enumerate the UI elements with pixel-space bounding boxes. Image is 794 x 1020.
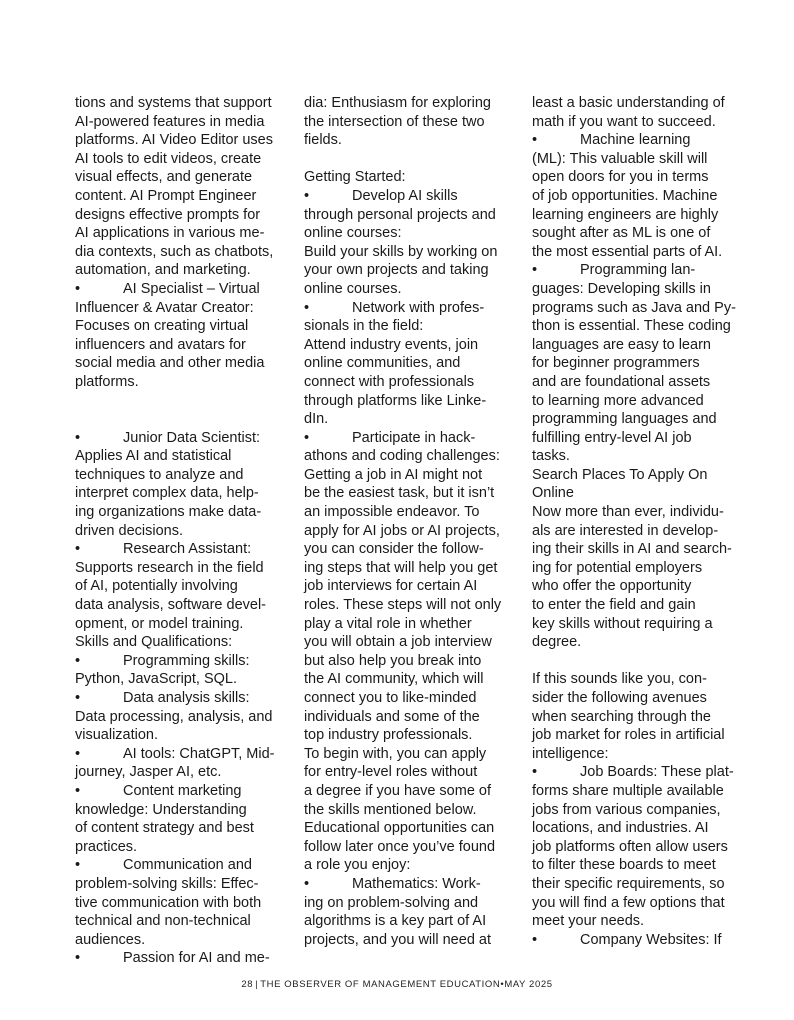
text-line: but also help you break into: [304, 652, 482, 669]
page-number: 28: [241, 979, 254, 990]
text-line: roles. These steps will not only: [304, 597, 502, 614]
text-line: learning engineers are highly: [532, 206, 719, 223]
text-line: ing organizations make data-: [75, 504, 262, 521]
text-line: open doors for you in terms: [532, 169, 709, 186]
text-line: to filter these boards to meet: [532, 857, 716, 874]
text-line: Influencer & Avatar Creator:: [75, 299, 254, 316]
bullet-item-line: [532, 931, 742, 950]
text-line: your own projects and taking: [304, 262, 489, 279]
text-line: when searching through the: [532, 708, 711, 725]
text-line: If this sounds like you, con-: [532, 671, 707, 688]
bullet-item-line: [75, 689, 285, 708]
text-line: visualization.: [75, 727, 159, 744]
bullet-item-line: [532, 261, 742, 280]
text-line: dia: Enthusiasm for exploring: [304, 95, 491, 111]
text-line: and are foundational assets: [532, 373, 711, 390]
text-line: who offer the opportunity: [532, 578, 692, 595]
text-line: you will find a few options that: [532, 894, 725, 911]
bullet-marker: •: [532, 132, 538, 149]
bullet-text: Machine learning: [580, 132, 691, 149]
bullet-item-line: [75, 949, 285, 968]
bullet-item-line: [75, 782, 285, 801]
issue-date: MAY 2025: [504, 979, 553, 990]
text-line: designs effective prompts for: [75, 206, 261, 223]
text-line: AI tools to edit videos, create: [75, 150, 262, 167]
text-line: tions and systems that support: [75, 95, 272, 111]
text-line: athons and coding challenges:: [304, 448, 500, 465]
text-line: automation, and marketing.: [75, 262, 251, 279]
text-line: meet your needs.: [532, 913, 645, 930]
bullet-item-line: [75, 745, 285, 764]
text-line: be the easiest task, but it isn’t: [304, 485, 495, 502]
bullet-marker: •: [75, 652, 81, 669]
text-line: projects, and you will need at: [304, 931, 491, 948]
bullet-text: Participate in hack-: [352, 429, 476, 446]
bullet-text: Programming skills:: [123, 652, 250, 669]
bullet-item-line: [75, 856, 285, 875]
text-line: driven decisions.: [75, 522, 183, 539]
text-line: Build your skills by working on: [304, 243, 498, 260]
text-line: key skills without requiring a: [532, 615, 713, 632]
text-line: connect with professionals: [304, 373, 475, 390]
text-line: sionals in the field:: [304, 318, 424, 335]
text-line: fulfilling entry-level AI job: [532, 429, 692, 446]
text-line: opment, or model training.: [75, 615, 244, 632]
text-line: to learning more advanced: [532, 392, 704, 409]
bullet-marker: •: [304, 187, 310, 204]
text-line: intelligence:: [532, 745, 609, 762]
text-line: audiences.: [75, 931, 146, 948]
text-line: Applies AI and statistical: [75, 448, 232, 465]
text-line: degree.: [532, 634, 582, 651]
text-line: data analysis, software devel-: [75, 597, 267, 614]
text-line: for entry-level roles without: [304, 764, 478, 781]
bullet-text: Company Websites: If: [580, 931, 722, 948]
text-line: als are interested in develop-: [532, 522, 719, 539]
text-line: of AI, potentially involving: [75, 578, 238, 595]
text-line: Search Places To Apply On: [532, 466, 708, 483]
publication-name: THE OBSERVER OF MANAGEMENT EDUCATION: [260, 979, 501, 990]
text-line: AI applications in various me-: [75, 225, 265, 242]
bullet-marker: •: [75, 745, 81, 762]
text-line: knowledge: Understanding: [75, 801, 247, 818]
text-line: dIn.: [304, 411, 329, 428]
bullet-marker: •: [304, 875, 310, 892]
text-line: you will obtain a job interview: [304, 634, 492, 651]
text-line: dia contexts, such as chatbots,: [75, 243, 274, 260]
bullet-text: Develop AI skills: [352, 187, 458, 204]
bullet-marker: •: [532, 262, 538, 279]
text-line: sider the following avenues: [532, 690, 707, 706]
bullet-text: AI tools: ChatGPT, Mid-: [123, 745, 275, 762]
text-line: tive communication with both: [75, 894, 262, 911]
text-line: platforms. AI Video Editor uses: [75, 132, 274, 149]
text-line: forms share multiple available: [532, 782, 724, 799]
text-line: the skills mentioned below.: [304, 801, 477, 818]
bullet-marker: •: [75, 690, 81, 706]
bullet-item-line: [75, 652, 285, 671]
text-line: Now more than ever, individu-: [532, 504, 724, 521]
text-line: locations, and industries. AI: [532, 820, 709, 837]
text-line: an impossible endeavor. To: [304, 504, 480, 521]
text-line: through personal projects and: [304, 206, 496, 223]
footer-bullet: •: [500, 979, 505, 990]
text-line: ing on problem-solving and: [304, 894, 479, 911]
text-line: follow later once you’ve found: [304, 838, 496, 855]
text-line: techniques to analyze and: [75, 466, 244, 483]
text-line: To begin with, you can apply: [304, 745, 487, 762]
text-line: visual effects, and generate: [75, 169, 253, 186]
text-line: interpret complex data, help-: [75, 485, 259, 502]
text-line: top industry professionals.: [304, 727, 473, 744]
text-line: the most essential parts of AI.: [532, 243, 723, 260]
bullet-text: Communication and: [123, 857, 252, 874]
text-line: Supports research in the field: [75, 559, 264, 576]
bullet-item-line: [304, 429, 514, 448]
bullet-text: Research Assistant:: [123, 541, 252, 558]
text-line: ing steps that will help you get: [304, 559, 498, 576]
text-line: ing for potential employers: [532, 559, 703, 576]
text-line: online communities, and: [304, 355, 461, 372]
text-line: Getting Started:: [304, 169, 406, 186]
bullet-item-line: [75, 429, 285, 448]
text-column-1: [75, 94, 285, 968]
text-line: job interviews for certain AI: [304, 578, 478, 595]
bullet-item-line: [304, 299, 514, 318]
text-line: influencers and avatars for: [75, 336, 246, 353]
bullet-marker: •: [532, 764, 538, 781]
text-line: online courses:: [304, 225, 402, 242]
text-line: problem-solving skills: Effec-: [75, 875, 259, 892]
text-line: Data processing, analysis, and: [75, 708, 273, 725]
text-line: least a basic understanding of: [532, 95, 725, 111]
bullet-marker: •: [75, 950, 81, 967]
text-line: Skills and Qualifications:: [75, 634, 233, 651]
text-line: Educational opportunities can: [304, 820, 495, 837]
text-line: content. AI Prompt Engineer: [75, 187, 257, 204]
text-line: guages: Developing skills in: [532, 280, 711, 297]
text-line: Online: [532, 485, 574, 502]
footer-separator: |: [255, 979, 259, 990]
text-line: Python, JavaScript, SQL.: [75, 671, 237, 688]
text-line: job market for roles in artificial: [532, 727, 725, 744]
text-line: programming languages and: [532, 411, 717, 428]
text-line: (ML): This valuable skill will: [532, 150, 708, 167]
text-line: AI-powered features in media: [75, 113, 265, 130]
bullet-item-line: [304, 875, 514, 894]
bullet-marker: •: [304, 429, 310, 446]
text-line: algorithms is a key part of AI: [304, 913, 487, 930]
bullet-text: AI Specialist – Virtual: [123, 280, 260, 297]
text-line: their specific requirements, so: [532, 875, 725, 892]
text-line: individuals and some of the: [304, 708, 480, 725]
bullet-text: Programming lan-: [580, 262, 696, 279]
text-line: Focuses on creating virtual: [75, 318, 249, 335]
bullet-marker: •: [75, 541, 81, 558]
bullet-item-line: [75, 280, 285, 299]
text-line: job platforms often allow users: [532, 838, 728, 855]
text-line: of job opportunities. Machine: [532, 187, 718, 204]
text-line: sought after as ML is one of: [532, 225, 711, 242]
text-line: languages are easy to learn: [532, 336, 711, 353]
bullet-item-line: [532, 131, 742, 150]
text-line: thon is essential. These coding: [532, 318, 731, 335]
text-line: ing their skills in AI and search-: [532, 541, 732, 558]
text-line: connect you to like-minded: [304, 690, 477, 706]
bullet-text: Job Boards: These plat-: [580, 764, 734, 781]
text-line: you can consider the follow-: [304, 541, 484, 558]
text-line: math if you want to succeed.: [532, 113, 716, 130]
text-line: jobs from various companies,: [532, 801, 721, 818]
bullet-item-line: [304, 187, 514, 206]
text-line: online courses.: [304, 280, 402, 297]
text-column-3: [532, 94, 742, 949]
bullet-marker: •: [304, 299, 310, 316]
text-line: through platforms like Linke-: [304, 392, 487, 409]
bullet-marker: •: [75, 782, 81, 799]
text-line: social media and other media: [75, 355, 265, 372]
page-footer: [0, 979, 794, 990]
text-line: technical and non-technical: [75, 913, 251, 930]
text-line: Attend industry events, join: [304, 336, 479, 353]
bullet-text: Data analysis skills:: [123, 690, 250, 706]
text-line: a role you enjoy:: [304, 857, 411, 874]
text-line: a degree if you have some of: [304, 782, 492, 799]
bullet-marker: •: [75, 857, 81, 874]
blank-line: [304, 150, 514, 169]
bullet-text: Mathematics: Work-: [352, 875, 481, 892]
blank-line: [532, 652, 742, 671]
text-line: play a vital role in whether: [304, 615, 472, 632]
text-line: apply for AI jobs or AI projects,: [304, 522, 500, 539]
bullet-marker: •: [75, 429, 81, 446]
text-line: Getting a job in AI might not: [304, 466, 483, 483]
bullet-item-line: [75, 540, 285, 559]
bullet-text: Network with profes-: [352, 299, 485, 316]
blank-line: [75, 392, 285, 411]
bullet-text: Passion for AI and me-: [123, 950, 270, 967]
text-line: fields.: [304, 132, 342, 149]
text-line: of content strategy and best: [75, 820, 254, 837]
text-column-2: [304, 94, 514, 949]
text-line: tasks.: [532, 448, 570, 465]
bullet-marker: •: [75, 280, 81, 297]
bullet-text: Junior Data Scientist:: [123, 429, 261, 446]
text-line: practices.: [75, 838, 138, 855]
text-line: to enter the field and gain: [532, 597, 696, 614]
text-line: platforms.: [75, 373, 139, 390]
bullet-text: Content marketing: [123, 782, 242, 799]
bullet-marker: •: [532, 931, 538, 948]
blank-line: [75, 410, 285, 429]
text-line: journey, Jasper AI, etc.: [75, 764, 222, 781]
bullet-item-line: [532, 763, 742, 782]
text-line: the intersection of these two: [304, 113, 485, 130]
text-line: the AI community, which will: [304, 671, 484, 688]
text-line: for beginner programmers: [532, 355, 700, 372]
text-line: programs such as Java and Py-: [532, 299, 736, 316]
